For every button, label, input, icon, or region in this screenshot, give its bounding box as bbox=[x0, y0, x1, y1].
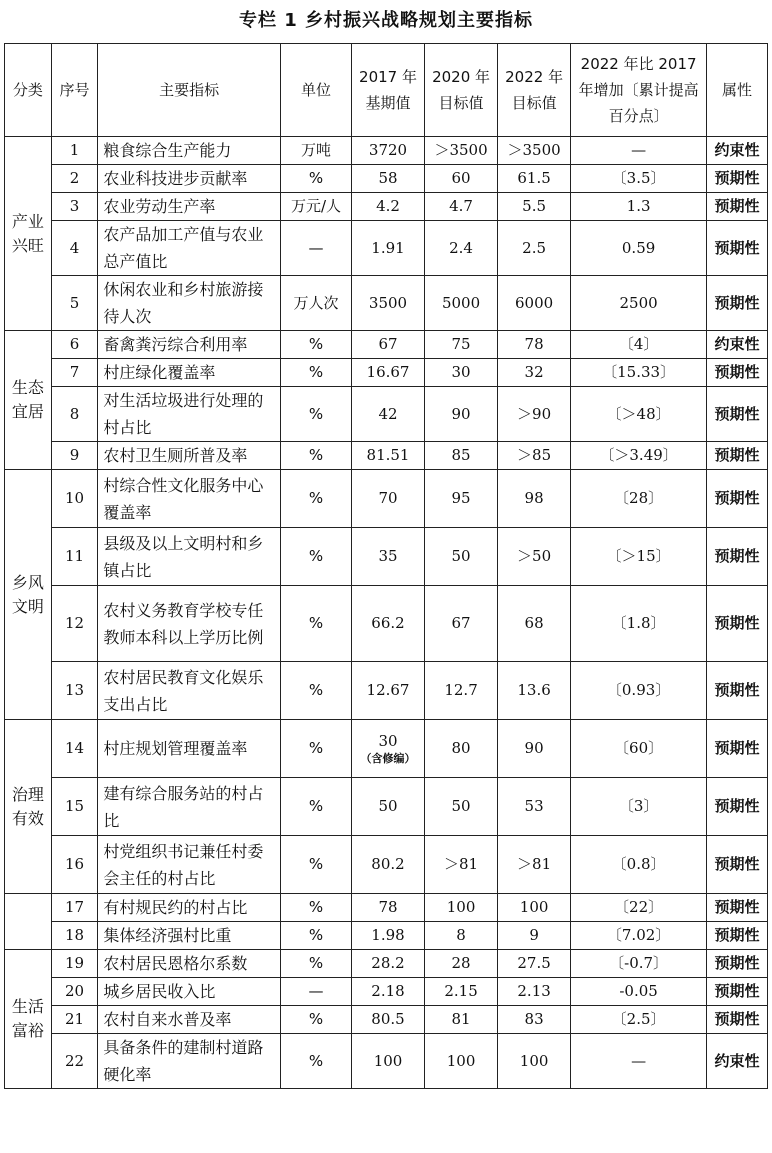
base-2017-cell: 3720 bbox=[351, 137, 424, 165]
indicator-name: 有村规民约的村占比 bbox=[98, 894, 281, 922]
table-row bbox=[5, 586, 768, 662]
base-2017-cell: 70 bbox=[351, 470, 424, 528]
table-row bbox=[5, 276, 768, 331]
increase-cell: 〔22〕 bbox=[571, 894, 707, 922]
attribute-cell: 预期性 bbox=[707, 442, 768, 470]
attribute-cell: 预期性 bbox=[707, 586, 768, 662]
category-cell: 乡风文明 bbox=[5, 470, 52, 720]
indicator-name: 村综合性文化服务中心覆盖率 bbox=[98, 470, 281, 528]
seq-cell: 4 bbox=[51, 221, 98, 276]
target-2022-cell: ＞81 bbox=[498, 836, 571, 894]
base-2017-cell: 1.98 bbox=[351, 922, 424, 950]
target-2022-cell: ＞90 bbox=[498, 387, 571, 442]
target-2022-cell: 68 bbox=[498, 586, 571, 662]
attribute-cell: 预期性 bbox=[707, 387, 768, 442]
target-2020-cell: 2.15 bbox=[425, 978, 498, 1006]
table-row bbox=[5, 165, 768, 193]
table-title: 专栏 1 乡村振兴战略规划主要指标 bbox=[238, 10, 534, 31]
indicator-name: 建有综合服务站的村占比 bbox=[98, 778, 281, 836]
target-2022-cell: ＞85 bbox=[498, 442, 571, 470]
target-2020-cell: 81 bbox=[425, 1006, 498, 1034]
base-2017-cell bbox=[351, 720, 424, 778]
base-2017-cell: 28.2 bbox=[351, 950, 424, 978]
increase-cell: 〔28〕 bbox=[571, 470, 707, 528]
target-2020-cell: 50 bbox=[425, 528, 498, 586]
seq-cell: 15 bbox=[51, 778, 98, 836]
unit-cell: 万元/人 bbox=[280, 193, 351, 221]
seq-cell: 20 bbox=[51, 978, 98, 1006]
indicators-table bbox=[4, 43, 768, 1089]
table-row bbox=[5, 470, 768, 528]
indicator-name: 畜禽粪污综合利用率 bbox=[98, 331, 281, 359]
attribute-cell: 约束性 bbox=[707, 331, 768, 359]
base-2017-cell: 80.5 bbox=[351, 1006, 424, 1034]
table-row bbox=[5, 894, 768, 922]
target-2020-cell: 5000 bbox=[425, 276, 498, 331]
indicator-name: 农业劳动生产率 bbox=[98, 193, 281, 221]
indicator-name: 具备条件的建制村道路硬化率 bbox=[98, 1034, 281, 1089]
increase-cell: 〔＞15〕 bbox=[571, 528, 707, 586]
unit-cell: % bbox=[280, 470, 351, 528]
target-2022-cell: 78 bbox=[498, 331, 571, 359]
unit-cell: % bbox=[280, 331, 351, 359]
table-row bbox=[5, 137, 768, 165]
unit-cell: — bbox=[280, 978, 351, 1006]
header-row bbox=[5, 44, 768, 137]
base-2017-cell: 2.18 bbox=[351, 978, 424, 1006]
increase-cell: 〔60〕 bbox=[571, 720, 707, 778]
seq-cell: 6 bbox=[51, 331, 98, 359]
base-2017-cell: 100 bbox=[351, 1034, 424, 1089]
attribute-cell: 约束性 bbox=[707, 1034, 768, 1089]
category-cell: 生态宜居 bbox=[5, 331, 52, 470]
attribute-cell: 预期性 bbox=[707, 720, 768, 778]
increase-cell: — bbox=[571, 137, 707, 165]
target-2020-cell: ＞81 bbox=[425, 836, 498, 894]
increase-cell: 〔0.8〕 bbox=[571, 836, 707, 894]
increase-cell: 2500 bbox=[571, 276, 707, 331]
seq-cell: 1 bbox=[51, 137, 98, 165]
target-2020-cell: 80 bbox=[425, 720, 498, 778]
seq-cell: 22 bbox=[51, 1034, 98, 1089]
target-2022-cell: ＞3500 bbox=[498, 137, 571, 165]
increase-cell: 〔15.33〕 bbox=[571, 359, 707, 387]
target-2022-cell: 6000 bbox=[498, 276, 571, 331]
target-2022-cell: 32 bbox=[498, 359, 571, 387]
seq-cell: 10 bbox=[51, 470, 98, 528]
table-row bbox=[5, 1006, 768, 1034]
target-2020-cell: ＞3500 bbox=[425, 137, 498, 165]
target-2022-cell: 53 bbox=[498, 778, 571, 836]
increase-cell: 〔-0.7〕 bbox=[571, 950, 707, 978]
base-2017-cell: 78 bbox=[351, 894, 424, 922]
category-cell: 治理有效 bbox=[5, 720, 52, 894]
attribute-cell: 预期性 bbox=[707, 836, 768, 894]
base-2017-cell: 67 bbox=[351, 331, 424, 359]
header-target-2020: 2020 年目标值 bbox=[425, 44, 498, 137]
seq-cell: 16 bbox=[51, 836, 98, 894]
target-2020-cell: 95 bbox=[425, 470, 498, 528]
target-2020-cell: 67 bbox=[425, 586, 498, 662]
increase-cell: -0.05 bbox=[571, 978, 707, 1006]
table-row bbox=[5, 1034, 768, 1089]
unit-cell: % bbox=[280, 894, 351, 922]
attribute-cell: 预期性 bbox=[707, 778, 768, 836]
base-2017-cell: 42 bbox=[351, 387, 424, 442]
unit-cell: % bbox=[280, 662, 351, 720]
attribute-cell: 预期性 bbox=[707, 978, 768, 1006]
seq-cell: 13 bbox=[51, 662, 98, 720]
target-2020-cell: 85 bbox=[425, 442, 498, 470]
table-row bbox=[5, 359, 768, 387]
increase-cell: 〔7.02〕 bbox=[571, 922, 707, 950]
target-2022-cell: 100 bbox=[498, 894, 571, 922]
header-seq: 序号 bbox=[51, 44, 98, 137]
indicator-name: 集体经济强村比重 bbox=[98, 922, 281, 950]
indicator-name: 城乡居民收入比 bbox=[98, 978, 281, 1006]
indicator-name: 村庄规划管理覆盖率 bbox=[98, 720, 281, 778]
table-row bbox=[5, 720, 768, 778]
indicator-name: 农村卫生厕所普及率 bbox=[98, 442, 281, 470]
seq-cell: 5 bbox=[51, 276, 98, 331]
table-row bbox=[5, 662, 768, 720]
indicator-name: 村庄绿化覆盖率 bbox=[98, 359, 281, 387]
unit-cell: 万人次 bbox=[280, 276, 351, 331]
seq-cell: 3 bbox=[51, 193, 98, 221]
indicator-name: 粮食综合生产能力 bbox=[98, 137, 281, 165]
indicator-name: 农村居民教育文化娱乐支出占比 bbox=[98, 662, 281, 720]
category-cell bbox=[5, 894, 52, 950]
unit-cell: % bbox=[280, 1006, 351, 1034]
target-2020-cell: 100 bbox=[425, 1034, 498, 1089]
attribute-cell: 预期性 bbox=[707, 662, 768, 720]
table-row bbox=[5, 221, 768, 276]
target-2020-cell: 4.7 bbox=[425, 193, 498, 221]
target-2020-cell: 75 bbox=[425, 331, 498, 359]
target-2022-cell: 27.5 bbox=[498, 950, 571, 978]
attribute-cell: 预期性 bbox=[707, 165, 768, 193]
base-2017-cell: 16.67 bbox=[351, 359, 424, 387]
increase-cell: 〔1.8〕 bbox=[571, 586, 707, 662]
seq-cell: 9 bbox=[51, 442, 98, 470]
increase-cell: 〔3〕 bbox=[571, 778, 707, 836]
base-2017-cell: 50 bbox=[351, 778, 424, 836]
target-2020-cell: 60 bbox=[425, 165, 498, 193]
header-increase: 2022 年比 2017 年增加〔累计提高百分点〕 bbox=[571, 44, 707, 137]
base-2017-cell: 4.2 bbox=[351, 193, 424, 221]
indicator-name: 县级及以上文明村和乡镇占比 bbox=[98, 528, 281, 586]
target-2020-cell: 100 bbox=[425, 894, 498, 922]
base-2017-cell: 12.67 bbox=[351, 662, 424, 720]
seq-cell: 21 bbox=[51, 1006, 98, 1034]
indicator-name: 村党组织书记兼任村委会主任的村占比 bbox=[98, 836, 281, 894]
target-2022-cell: 13.6 bbox=[498, 662, 571, 720]
increase-cell: 1.3 bbox=[571, 193, 707, 221]
base-2017-cell: 1.91 bbox=[351, 221, 424, 276]
category-cell: 产业兴旺 bbox=[5, 137, 52, 331]
attribute-cell: 预期性 bbox=[707, 276, 768, 331]
indicator-name: 农产品加工产值与农业总产值比 bbox=[98, 221, 281, 276]
target-2020-cell: 28 bbox=[425, 950, 498, 978]
attribute-cell: 预期性 bbox=[707, 894, 768, 922]
target-2022-cell: 83 bbox=[498, 1006, 571, 1034]
attribute-cell: 预期性 bbox=[707, 950, 768, 978]
increase-cell: 〔3.5〕 bbox=[571, 165, 707, 193]
indicator-name: 农村义务教育学校专任教师本科以上学历比例 bbox=[98, 586, 281, 662]
header-attribute: 属性 bbox=[707, 44, 768, 137]
header-category: 分类 bbox=[5, 44, 52, 137]
base-2017-cell: 80.2 bbox=[351, 836, 424, 894]
header-target-2022: 2022 年目标值 bbox=[498, 44, 571, 137]
indicator-name: 农业科技进步贡献率 bbox=[98, 165, 281, 193]
unit-cell: — bbox=[280, 221, 351, 276]
increase-cell: 〔4〕 bbox=[571, 331, 707, 359]
attribute-cell: 预期性 bbox=[707, 922, 768, 950]
attribute-cell: 预期性 bbox=[707, 359, 768, 387]
target-2022-cell: 9 bbox=[498, 922, 571, 950]
seq-cell: 17 bbox=[51, 894, 98, 922]
base-2017-cell: 58 bbox=[351, 165, 424, 193]
increase-cell: 〔0.93〕 bbox=[571, 662, 707, 720]
base-2017-cell: 35 bbox=[351, 528, 424, 586]
unit-cell: % bbox=[280, 528, 351, 586]
unit-cell: % bbox=[280, 586, 351, 662]
target-2020-cell: 8 bbox=[425, 922, 498, 950]
seq-cell: 11 bbox=[51, 528, 98, 586]
category-cell: 生活富裕 bbox=[5, 950, 52, 1089]
base-note: （含修编） bbox=[360, 752, 416, 765]
unit-cell: % bbox=[280, 778, 351, 836]
increase-cell: 〔2.5〕 bbox=[571, 1006, 707, 1034]
indicator-name: 休闲农业和乡村旅游接待人次 bbox=[98, 276, 281, 331]
base-2017-cell: 81.51 bbox=[351, 442, 424, 470]
seq-cell: 18 bbox=[51, 922, 98, 950]
target-2020-cell: 12.7 bbox=[425, 662, 498, 720]
increase-cell: — bbox=[571, 1034, 707, 1089]
attribute-cell: 预期性 bbox=[707, 1006, 768, 1034]
seq-cell: 7 bbox=[51, 359, 98, 387]
attribute-cell: 预期性 bbox=[707, 470, 768, 528]
table-row bbox=[5, 193, 768, 221]
header-indicator: 主要指标 bbox=[98, 44, 281, 137]
table-row bbox=[5, 950, 768, 978]
unit-cell: 万吨 bbox=[280, 137, 351, 165]
indicator-name: 农村自来水普及率 bbox=[98, 1006, 281, 1034]
seq-cell: 12 bbox=[51, 586, 98, 662]
header-unit: 单位 bbox=[280, 44, 351, 137]
unit-cell: % bbox=[280, 1034, 351, 1089]
unit-cell: % bbox=[280, 950, 351, 978]
increase-cell: 〔＞48〕 bbox=[571, 387, 707, 442]
target-2022-cell: 98 bbox=[498, 470, 571, 528]
table-row bbox=[5, 978, 768, 1006]
attribute-cell: 约束性 bbox=[707, 137, 768, 165]
target-2020-cell: 2.4 bbox=[425, 221, 498, 276]
unit-cell: % bbox=[280, 720, 351, 778]
increase-cell: 0.59 bbox=[571, 221, 707, 276]
target-2020-cell: 50 bbox=[425, 778, 498, 836]
table-row bbox=[5, 528, 768, 586]
target-2022-cell: 5.5 bbox=[498, 193, 571, 221]
attribute-cell: 预期性 bbox=[707, 528, 768, 586]
seq-cell: 2 bbox=[51, 165, 98, 193]
base-2017-cell: 3500 bbox=[351, 276, 424, 331]
attribute-cell: 预期性 bbox=[707, 221, 768, 276]
header-base-2017: 2017 年基期值 bbox=[351, 44, 424, 137]
target-2020-cell: 30 bbox=[425, 359, 498, 387]
indicator-name: 对生活垃圾进行处理的村占比 bbox=[98, 387, 281, 442]
seq-cell: 14 bbox=[51, 720, 98, 778]
seq-cell: 19 bbox=[51, 950, 98, 978]
table-row bbox=[5, 778, 768, 836]
seq-cell: 8 bbox=[51, 387, 98, 442]
base-value: 30 bbox=[378, 732, 398, 750]
target-2022-cell: 2.13 bbox=[498, 978, 571, 1006]
target-2022-cell: 2.5 bbox=[498, 221, 571, 276]
indicator-name: 农村居民恩格尔系数 bbox=[98, 950, 281, 978]
target-2022-cell: 90 bbox=[498, 720, 571, 778]
unit-cell: % bbox=[280, 442, 351, 470]
table-row bbox=[5, 442, 768, 470]
target-2022-cell: ＞50 bbox=[498, 528, 571, 586]
unit-cell: % bbox=[280, 836, 351, 894]
table-row bbox=[5, 922, 768, 950]
target-2020-cell: 90 bbox=[425, 387, 498, 442]
attribute-cell: 预期性 bbox=[707, 193, 768, 221]
table-row bbox=[5, 387, 768, 442]
unit-cell: % bbox=[280, 387, 351, 442]
table-row bbox=[5, 836, 768, 894]
increase-cell: 〔＞3.49〕 bbox=[571, 442, 707, 470]
target-2022-cell: 100 bbox=[498, 1034, 571, 1089]
target-2022-cell: 61.5 bbox=[498, 165, 571, 193]
base-2017-cell: 66.2 bbox=[351, 586, 424, 662]
table-row bbox=[5, 331, 768, 359]
unit-cell: % bbox=[280, 359, 351, 387]
unit-cell: % bbox=[280, 922, 351, 950]
unit-cell: % bbox=[280, 165, 351, 193]
